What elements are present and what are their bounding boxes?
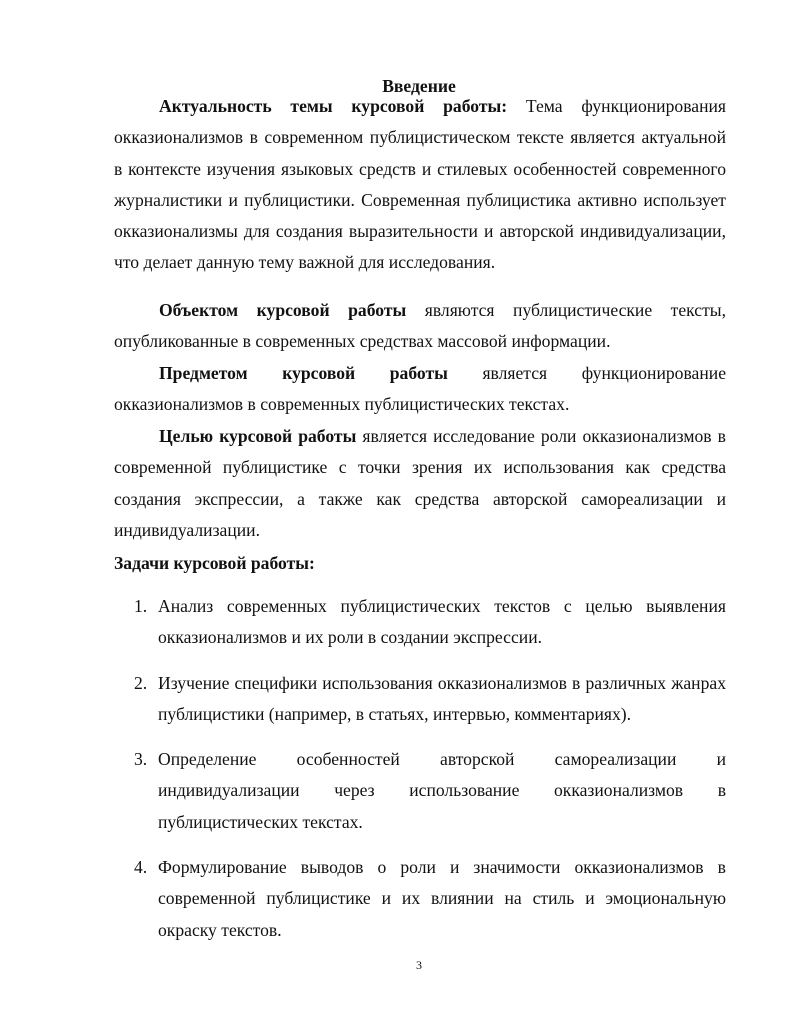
task-number: 3. xyxy=(134,749,148,769)
goal-body: является исследование роли окказионализмов в современной публицистике с точки зрения их использования как средства создания экспрессии, а также как средства авторской самореализации и индивидуализации. xyxy=(114,426,726,540)
subject-paragraph xyxy=(114,358,726,421)
relevance-lead: Актуальность темы курсовой работы: xyxy=(159,96,508,116)
task-number: 1. xyxy=(134,596,148,616)
object-lead: Объектом курсовой работы xyxy=(159,300,407,320)
goal-lead: Целью курсовой работы xyxy=(159,426,357,446)
tasks-heading: Задачи курсовой работы: xyxy=(114,553,315,573)
object-paragraph xyxy=(114,295,726,358)
relevance-paragraph xyxy=(114,91,726,279)
subject-body: является функционирование окказионализмов в современных публицистических текстах. xyxy=(114,363,726,415)
task-number: 2. xyxy=(134,673,148,693)
task-number: 4. xyxy=(134,857,148,877)
object-body: являются публицистические тексты, опубликованные в современных средствах массовой информации. xyxy=(114,300,726,352)
page-number: 3 xyxy=(416,958,422,972)
task-text: Анализ современных публицистических текстов с целью выявления окказионализмов и их роли в создании экспрессии. xyxy=(158,596,726,648)
goal-paragraph xyxy=(114,421,726,546)
task-text: Формулирование выводов о роли и значимости окказионализмов в современной публицистике и их влиянии на стиль и эмоциональную окраску текстов. xyxy=(158,857,726,940)
subject-lead: Предметом курсовой работы xyxy=(159,363,448,383)
task-text: Определение особенностей авторской самореализации и индивидуализации через использование окказионализмов в публицистических текстах. xyxy=(158,749,726,832)
relevance-body: Тема функционирования окказионализмов в современном публицистическом тексте является актуальной в контексте изучения языковых средств и стилевых особенностей современного журналистики и публицистики. Современная публицистика активно использует окказионализмы для создания выразительности и авторской индивидуализации, что делает данную тему важной для исследования. xyxy=(114,96,726,273)
page-title: Введение xyxy=(382,76,456,96)
task-text: Изучение специфики использования окказионализмов в различных жанрах публицистики (например, в статьях, интервью, комментариях). xyxy=(158,673,726,725)
